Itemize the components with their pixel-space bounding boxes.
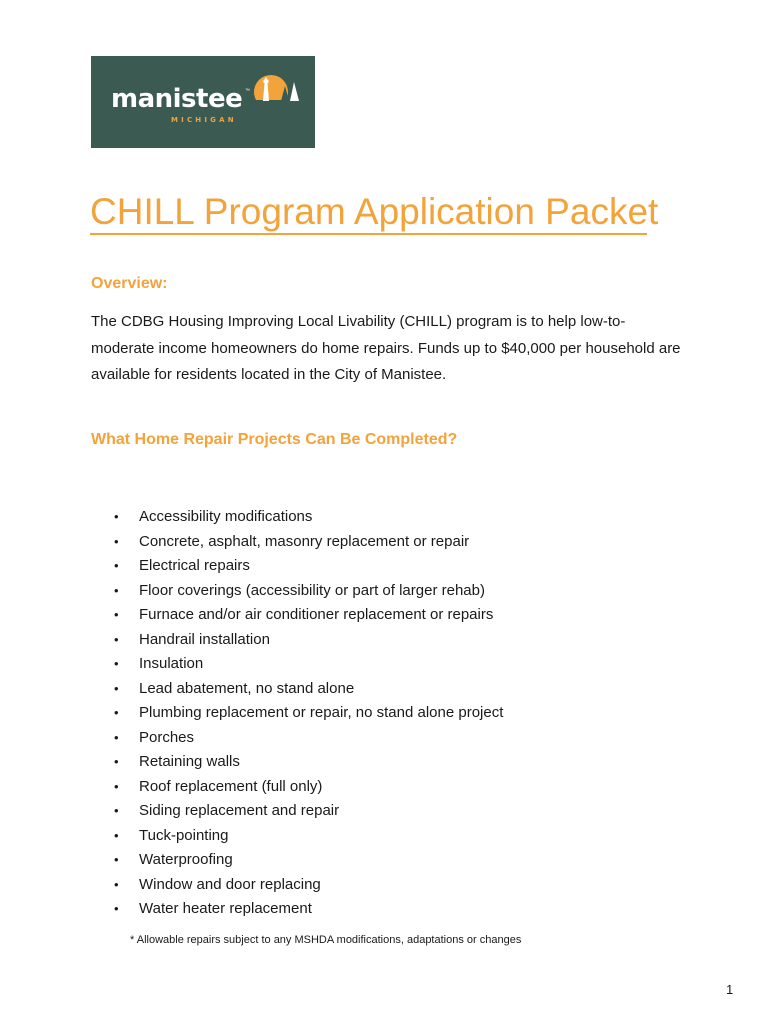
list-item [0,505,503,530]
list-item-label: Handrail installation [139,630,270,648]
list-item-label: Water heater replacement [139,900,312,917]
list-item [0,652,503,677]
list-item-label: Siding replacement and repair [139,802,340,819]
list-item-label: Concrete, asphalt, masonry replacement or repair [139,532,470,550]
bullet-icon: • [114,852,119,867]
list-item-label: Furnace and/or air conditioner replacement or repairs [139,606,494,623]
list-item [0,775,503,800]
overview-paragraph: The CDBG Housing Improving Local Livability (CHILL) program is to help low-to-moderate income homeowners do home repairs. Funds up to $40,000 per household are available for residents located in the City of Manistee. [91,313,681,383]
logo-subtitle: MICHIGAN [171,116,237,124]
bullet-icon: • [114,827,119,843]
logo-trademark: ™ [245,88,250,94]
list-item [0,701,503,726]
list-item-label: Tuck-pointing [139,826,229,844]
overview-heading: Overview: [91,275,168,292]
page-title: CHILL Program Application Packet [90,191,659,232]
list-item [0,726,503,751]
bullet-icon: • [114,656,119,671]
bullet-icon: • [114,803,119,818]
list-item-label: Accessibility modifications [139,508,313,525]
footnote: * Allowable repairs subject to any MSHDA modifications, adaptations or changes [130,934,522,946]
list-item-label: Lead abatement, no stand alone [139,679,355,697]
page-number: 1 [726,982,734,997]
bullet-icon: • [114,680,119,696]
projects-heading: What Home Repair Projects Can Be Completed? [91,431,458,448]
list-item [0,554,503,579]
list-item-label: Porches [139,728,195,746]
list-item [0,873,503,898]
bullet-icon: • [114,631,119,647]
list-item [0,848,503,873]
list-item [0,603,503,628]
list-item-label: Plumbing replacement or repair, no stand alone project [139,704,504,721]
list-item [0,897,503,922]
list-item-label: Floor coverings (accessibility or part of larger rehab) [139,581,485,599]
list-item [0,677,503,702]
bullet-icon: • [114,901,119,916]
bullet-icon: • [114,558,119,573]
list-item-label: Waterproofing [139,851,233,868]
bullet-icon: • [114,533,119,549]
list-item-label: Window and door replacing [139,875,321,893]
bullet-icon: • [114,705,119,720]
sunset-lighthouse-trees-icon [251,74,301,110]
list-item-label: Electrical repairs [139,557,250,574]
list-item-label: Roof replacement (full only) [139,777,323,795]
title-underline [90,233,647,235]
bullet-icon: • [114,509,119,524]
repair-projects-list [0,505,503,922]
bullet-icon: • [114,607,119,622]
bullet-icon: • [114,582,119,598]
list-item [0,530,503,555]
logo-wordmark: manistee [111,84,243,114]
list-item-label: Retaining walls [139,753,240,770]
list-item [0,824,503,849]
list-item-label: Insulation [139,655,204,672]
manistee-logo [91,56,315,148]
list-item [0,579,503,604]
list-item [0,628,503,653]
list-item [0,750,503,775]
bullet-icon: • [114,754,119,769]
bullet-icon: • [114,778,119,794]
bullet-icon: • [114,876,119,892]
list-item [0,799,503,824]
bullet-icon: • [114,729,119,745]
